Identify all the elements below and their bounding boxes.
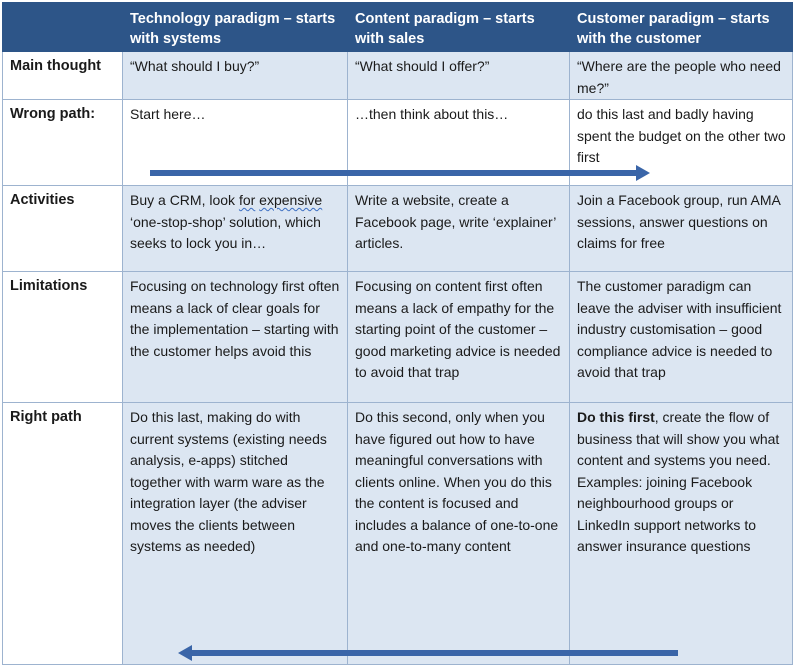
header-row bbox=[3, 3, 793, 52]
arrowhead-right-icon bbox=[636, 165, 650, 181]
cell-limitations-content: Focusing on content first often means a lack of empathy for the starting point of the customer – good marketing advice is needed to avoid that trap bbox=[348, 272, 570, 403]
cell-right-path-customer bbox=[570, 403, 793, 665]
row-label-main-thought: Main thought bbox=[3, 52, 123, 100]
right-path-customer-text: , create the flow of business that will show you what content and systems you need. Examples: joining Facebook neighbourhood groups or LinkedIn support networks to answer insurance questions bbox=[577, 409, 780, 554]
cell-wrong-path-content: …then think about this… bbox=[348, 100, 570, 186]
cell-main-thought-customer: “Where are the people who need me?” bbox=[570, 52, 793, 100]
wrong-path-direction-arrow-right bbox=[150, 170, 636, 176]
cell-activities-content: Write a website, create a Facebook page, write ‘explainer’ articles. bbox=[348, 186, 570, 272]
cell-limitations-technology: Focusing on technology first often means a lack of clear goals for the implementation – starting with the customer helps avoid this bbox=[123, 272, 348, 403]
row-activities bbox=[3, 186, 793, 272]
row-label-limitations: Limitations bbox=[3, 272, 123, 403]
cell-activities-customer: Join a Facebook group, run AMA sessions, answer questions on claims for free bbox=[570, 186, 793, 272]
row-label-wrong-path: Wrong path: bbox=[3, 100, 123, 186]
paradigm-table bbox=[2, 2, 792, 661]
spellcheck-underlined-word-for: for bbox=[238, 192, 256, 208]
arrowhead-left-icon bbox=[178, 645, 192, 661]
cell-main-thought-technology: “What should I buy?” bbox=[123, 52, 348, 100]
header-corner-cell bbox=[3, 3, 123, 52]
cell-wrong-path-customer: do this last and badly having spent the budget on the other two first bbox=[570, 100, 793, 186]
cell-limitations-customer: The customer paradigm can leave the adviser with insufficient industry customisation – good compliance advice is needed to avoid that trap bbox=[570, 272, 793, 403]
cell-right-path-technology: Do this last, making do with current systems (existing needs analysis, e-apps) stitched together with warm ware as the integration layer (the adviser moves the clients between systems as needed) bbox=[123, 403, 348, 665]
activities-technology-text-end: ‘one-stop-shop’ solution, which seeks to lock you in… bbox=[130, 213, 321, 251]
activities-technology-text-start: Buy a CRM, look bbox=[130, 192, 239, 208]
cell-wrong-path-technology: Start here… bbox=[123, 100, 348, 186]
right-path-customer-emphasis: Do this first bbox=[577, 409, 655, 425]
row-right-path bbox=[3, 403, 793, 665]
row-limitations bbox=[3, 272, 793, 403]
cell-activities-technology bbox=[123, 186, 348, 272]
header-content-paradigm: Content paradigm – starts with sales bbox=[348, 3, 570, 52]
header-customer-paradigm: Customer paradigm – starts with the customer bbox=[570, 3, 793, 52]
right-path-direction-arrow-left bbox=[192, 650, 678, 656]
cell-right-path-content: Do this second, only when you have figured out how to have meaningful conversations with clients online. When you do this the content is focused and includes a balance of one-to-one and one-to-many content bbox=[348, 403, 570, 665]
cell-main-thought-content: “What should I offer?” bbox=[348, 52, 570, 100]
row-label-activities: Activities bbox=[3, 186, 123, 272]
spellcheck-underlined-word-expensive: expensive bbox=[259, 192, 323, 208]
header-technology-paradigm: Technology paradigm – starts with systems bbox=[123, 3, 348, 52]
row-label-right-path: Right path bbox=[3, 403, 123, 665]
row-main-thought bbox=[3, 52, 793, 100]
